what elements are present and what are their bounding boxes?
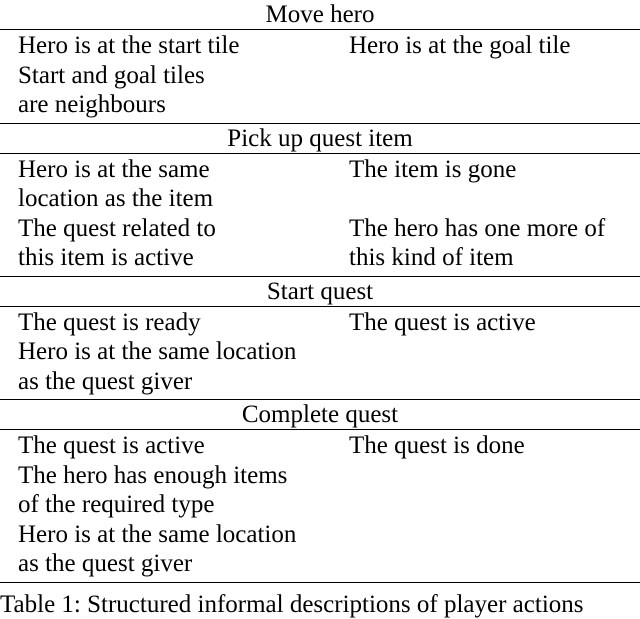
precondition-line: are neighbours: [18, 91, 166, 118]
effect-cell: [349, 308, 640, 338]
table-row: [0, 61, 640, 120]
precondition-cell: [0, 431, 349, 461]
precondition-line: location as the item: [18, 185, 214, 212]
effect-line: The item is gone: [349, 155, 517, 183]
precondition-cell: [0, 61, 349, 120]
precondition-cell: [0, 337, 349, 396]
table-row: [0, 31, 640, 61]
precondition-line: of the required type: [18, 491, 215, 518]
table-row: [0, 214, 640, 273]
precondition-cell: [0, 461, 349, 520]
section-rule: [0, 582, 640, 583]
effect-line: Hero is at the goal tile: [349, 32, 571, 59]
precondition-line: this item is active: [18, 244, 194, 271]
precondition-cell: [0, 155, 349, 214]
effect-cell: [349, 461, 640, 520]
table-row: [0, 155, 640, 214]
precondition-line: Hero is at the same location: [18, 338, 297, 365]
section-title: Start quest: [266, 277, 374, 305]
precondition-cell: [0, 308, 349, 338]
table-row: [0, 308, 640, 338]
precondition-cell: [0, 520, 349, 579]
table-section: [0, 277, 640, 401]
section-body: [0, 430, 640, 582]
effect-line: The quest is done: [349, 432, 525, 459]
precondition-line: Hero is at the same: [18, 155, 210, 183]
table-row: [0, 337, 640, 396]
precondition-line: The quest is active: [18, 432, 205, 459]
precondition-cell: [0, 214, 349, 273]
table-row: [0, 461, 640, 520]
precondition-line: Hero is at the start tile: [18, 32, 240, 59]
effect-cell: [349, 31, 640, 61]
effect-cell: [349, 214, 640, 273]
section-body: [0, 307, 640, 400]
section-title: Complete quest: [241, 401, 399, 428]
effect-cell: [349, 520, 640, 579]
effect-line: The hero has one more of: [349, 214, 606, 242]
table-row: [0, 520, 640, 579]
precondition-line: Hero is at the same location: [18, 520, 297, 548]
effect-cell: [349, 431, 640, 461]
table-section: [0, 124, 640, 277]
section-title: Pick up quest item: [227, 124, 413, 152]
precondition-line: as the quest giver: [18, 367, 193, 395]
effect-line: The quest is active: [349, 308, 536, 336]
table-section: [0, 0, 640, 124]
precondition-line: The quest is ready: [18, 308, 201, 336]
precondition-line: Start and goal tiles: [18, 61, 205, 89]
precondition-line: The quest related to: [18, 214, 216, 242]
section-body: [0, 30, 640, 123]
table-caption: Table 1: Structured informal descriptions of player actions: [0, 591, 584, 618]
effect-cell: [349, 337, 640, 396]
section-body: [0, 154, 640, 276]
precondition-line: as the quest giver: [18, 550, 193, 577]
precondition-line: The hero has enough items: [18, 461, 288, 489]
effect-line: this kind of item: [349, 244, 514, 271]
table-section: [0, 400, 640, 583]
effect-cell: [349, 155, 640, 214]
table-row: [0, 431, 640, 461]
precondition-cell: [0, 31, 349, 61]
effect-cell: [349, 61, 640, 120]
section-title: Move hero: [265, 1, 375, 28]
